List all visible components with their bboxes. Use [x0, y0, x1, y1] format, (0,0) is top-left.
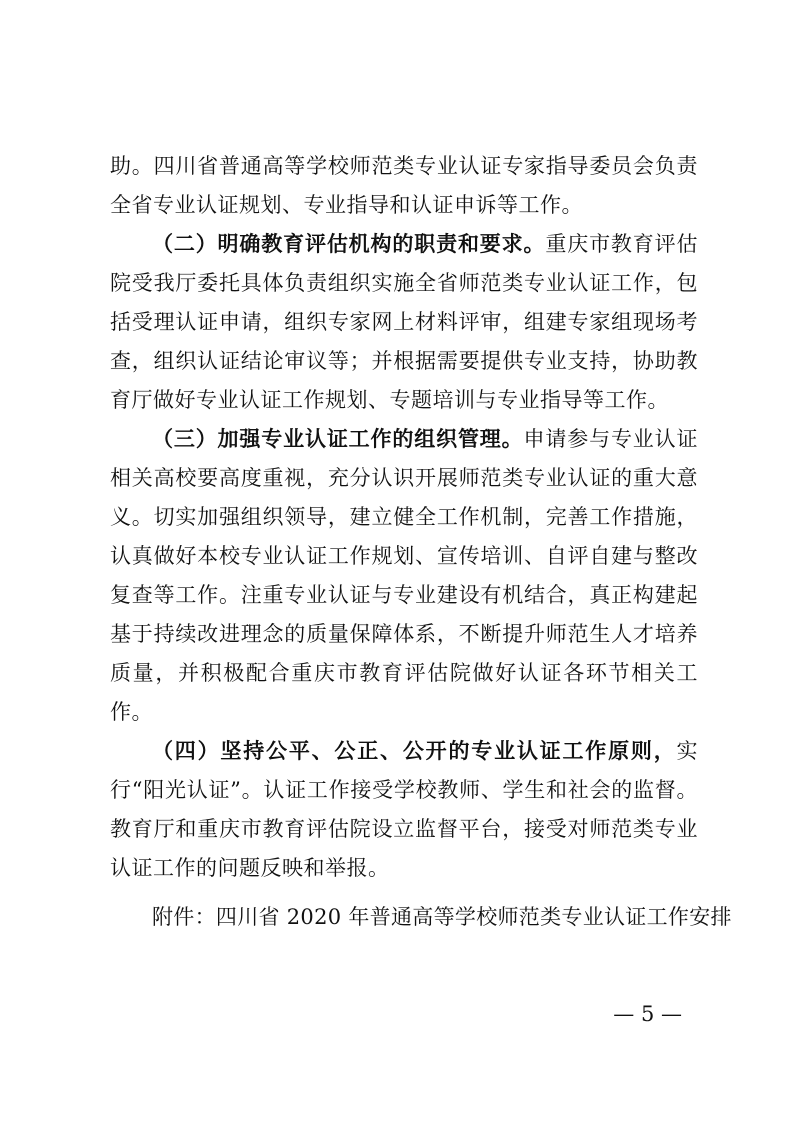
paragraph-text: 实行“阳光认证”。认证工作接受学校教师、学生和社会的监督。教育厅和重庆市教育评估院设立监督平台，接受对师范类专业认证工作的问题反映和举报。 [110, 739, 698, 880]
section-heading-four: （四）坚持公平、公正、公开的专业认证工作原则， [152, 739, 677, 763]
paragraph-text: 助。四川省普通高等学校师范类专业认证专家指导委员会负责全省专业认证规划、专业指导和认证申诉等工作。 [110, 154, 698, 217]
section-heading-two: （二）明确教育评估机构的职责和要求。 [152, 232, 546, 256]
paragraph-section-two [110, 225, 698, 420]
paragraph-section-three [110, 420, 698, 732]
paragraph-text: 重庆市教育评估院受我厅委托具体负责组织实施全省师范类专业认证工作，包括受理认证申请，组织专家网上材料评审，组建专家组现场考查，组织认证结论审议等；并根据需要提供专业支持，协助教育厅做好专业认证工作规划、专题培训与专业指导等工作。 [110, 232, 698, 412]
document-body [110, 147, 698, 888]
page-number: — 5 — [613, 1002, 682, 1026]
paragraph-section-four [110, 732, 698, 888]
attachment-line: 附件：四川省 2020 年普通高等学校师范类专业认证工作安排 [152, 905, 732, 929]
section-heading-three: （三）加强专业认证工作的组织管理。 [152, 427, 524, 451]
paragraph-text: 申请参与专业认证相关高校要高度重视，充分认识开展师范类专业认证的重大意义。切实加强组织领导，建立健全工作机制，完善工作措施，认真做好本校专业认证工作规划、宣传培训、自评自建与整改复查等工作。注重专业认证与专业建设有机结合，真正构建起基于持续改进理念的质量保障体系，不断提升师范生人才培养质量，并积极配合重庆市教育评估院做好认证各环节相关工作。 [110, 427, 699, 724]
paragraph-continuation [110, 147, 698, 225]
